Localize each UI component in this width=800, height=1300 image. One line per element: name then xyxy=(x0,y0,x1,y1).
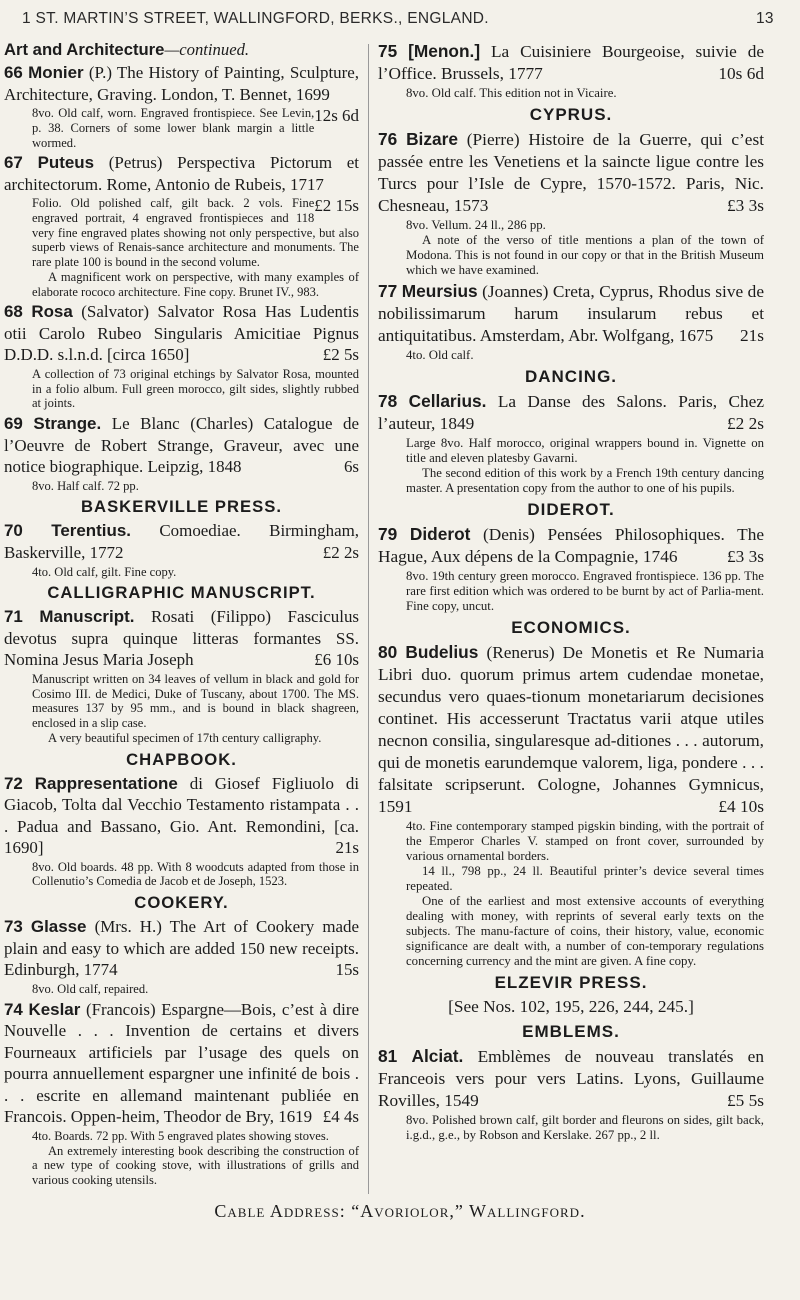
entry-title xyxy=(4,62,360,126)
continued-label: —continued. xyxy=(164,40,250,59)
lot-author: Diderot xyxy=(409,524,471,544)
catalogue-entry xyxy=(378,641,764,969)
lot-price: 6s xyxy=(343,457,359,477)
description-paragraph: One of the earliest and most extensive accounts of everything dealing with money, with reprints of several early texts on the subjects. The manu-facture of coins, their history, value, economic significance are dealt with, a number of con-temporary regulations concerning currency and the mint are given. A fine copy. xyxy=(406,894,764,968)
lot-author: Keslar xyxy=(28,999,81,1019)
lot-number: 68 xyxy=(4,302,23,322)
description-paragraph: 4to. Boards. 72 pp. With 5 engraved plates showing stoves. xyxy=(32,1128,329,1143)
catalogue-entry xyxy=(4,773,359,890)
lot-title-text: (Renerus) De Monetis et Re Numaria Libri duo. quorum primus artem cudendae monetae, secundus vero quaes-tionum monetariarum decisiones continet. His accesserunt Tractatus varii atque utiles necnon consilia, singularesque ad-ditiones . . . autorum, qui de monetis earundemque valorem, liga, pondere . . . falsitate scripserunt. Cologne, Johannes Gymnicus, 1591 xyxy=(378,643,764,816)
entry-description xyxy=(4,106,359,150)
description-paragraph: The second edition of this work by a French 19th century dancing master. A presentation copy from the author to one of his pupils. xyxy=(406,466,764,495)
catalogue-entry xyxy=(378,128,764,278)
lot-number: 77 xyxy=(378,281,398,301)
description-paragraph: 8vo. Polished brown calf, gilt border and fleurons on sides, gilt back, i.g.d., g.e., by Robson and Kerslake. 267 pp., 2 ll. xyxy=(406,1113,764,1142)
lot-author: Terentius. xyxy=(51,521,131,541)
section-heading-cookery: COOKERY. xyxy=(134,893,229,913)
right-column xyxy=(378,40,764,1145)
lot-price: £4 10s xyxy=(718,797,764,816)
lot-title-text: (Denis) Pensées Philosophiques. The Hague, Aux dépens de la Compagnie, 1746 xyxy=(378,525,765,566)
lot-author: Meursius xyxy=(401,281,478,301)
section-heading-baskerville: BASKERVILLE PRESS. xyxy=(81,497,282,517)
description-paragraph: 4to. Fine contemporary stamped pigskin binding, with the portrait of the Emperor Charles V. stamped on front cover, surrounded by various ornamental borders. xyxy=(406,819,764,863)
lot-title-text: di Giosef Figliuolo di Giacob, Tolta dal Vecchio Testamento ristampata . . . Padua and Bassano, Gio. Ant. Remondini, [ca. 1690] xyxy=(4,773,360,858)
section-heading-cyprus: CYPRUS. xyxy=(529,105,613,124)
lot-number: 76 xyxy=(378,129,398,149)
description-paragraph: An extremely interesting book describing the construction of a new type of cooking stove, with illustrations of grills and various cooking utensils. xyxy=(32,1143,359,1188)
section-heading-dancing: DANCING. xyxy=(524,367,618,386)
catalogue-entry xyxy=(4,152,359,299)
entry-title xyxy=(4,606,359,671)
cable-address-footer: Cable Address: “Avoriolor,” Wallingford. xyxy=(214,1201,586,1221)
lot-number: 74 xyxy=(4,999,23,1019)
lot-number: 75 xyxy=(378,41,398,61)
section-title: Art and Architecture xyxy=(4,40,165,59)
lot-author: Cellarius. xyxy=(408,391,487,411)
entry-description xyxy=(4,479,359,494)
description-paragraph: 8vo. Old calf, repaired. xyxy=(32,981,149,996)
lot-author: Puteus xyxy=(37,153,95,173)
entry-description xyxy=(378,218,764,278)
lot-title-text: Rosati (Filippo) Fasciculus devotus supra quinque litteras formantes SS. Nomina Jesus Maria Joseph xyxy=(4,607,360,670)
entry-title xyxy=(4,999,359,1128)
lot-price: £2 2s xyxy=(322,543,359,563)
entry-description xyxy=(4,196,359,299)
catalogue-entry xyxy=(4,62,359,150)
description-paragraph: 14 ll., 798 pp., 24 ll. Beautiful printer’s device several times repeated. xyxy=(406,864,764,893)
entry-description xyxy=(4,672,359,746)
description-paragraph: 8vo. Old boards. 48 pp. With 8 woodcuts adapted from those in Collenutio’s Comedia de Jacob et de Joseph, 1523. xyxy=(32,859,359,889)
description-paragraph: 4to. Old calf, gilt. Fine copy. xyxy=(32,564,177,579)
lot-number: 69 xyxy=(4,414,23,434)
description-paragraph: Large 8vo. Half morocco, original wrappers bound in. Vignette on title and eleven platesby Gavarni. xyxy=(406,436,764,465)
lot-title-text: La Danse des Salons. Paris, Chez l’auteur, 1849 xyxy=(378,392,764,433)
catalogue-entry xyxy=(4,999,359,1188)
lot-title-text: (Pierre) Histoire de la Guerre, qui c’est passée entre les Venetiens et la saincte ligue contre les Turcs pour l’Isle de Cypre, 1570-1572. Paris, Nic. Chesneau, 1573 xyxy=(378,130,765,215)
elzevir-cross-reference: [See Nos. 102, 195, 226, 244, 245.] xyxy=(448,997,694,1016)
lot-price: £5 5s xyxy=(727,1091,764,1110)
lot-author: Rappresentatione xyxy=(34,773,178,793)
continued-heading xyxy=(4,40,359,60)
lot-title-text: (Mrs. H.) The Art of Cookery made plain and easy to which are added 150 new receipts. Edinburgh, 1774 xyxy=(4,917,360,980)
description-paragraph: 8vo. Old calf. This edition not in Vicaire. xyxy=(406,86,617,100)
lot-price: 21s xyxy=(335,838,359,858)
entry-title xyxy=(4,520,359,563)
lot-author: Glasse xyxy=(30,917,87,937)
description-paragraph: Folio. Old polished calf, gilt back. 2 vols. Fine engraved portrait, 4 engraved frontispieces and 118 very fine engraved plates showing not only perspective, but also superb views of Renais-sance architecture and monuments. The rare plate 100 is bound in the second volume. xyxy=(32,196,359,270)
running-head-text: 1 ST. MARTIN’S STREET, WALLINGFORD, BERKS., ENGLAND. xyxy=(22,10,489,27)
section-heading-chapbook: CHAPBOOK. xyxy=(126,749,237,769)
entry-title xyxy=(378,128,764,217)
description-paragraph: A note of the verso of title mentions a plan of the town of Modona. This is not found in our copy or that in the British Museum which we have examined. xyxy=(406,233,764,277)
lot-number: 73 xyxy=(4,917,23,937)
catalogue-entry xyxy=(378,40,764,101)
lot-price: 12s 6d xyxy=(314,106,359,126)
catalogue-entry xyxy=(4,916,359,996)
entry-description xyxy=(4,982,359,997)
lot-title-text: Comoediae. Birmingham, Baskerville, 1772 xyxy=(4,521,360,563)
description-paragraph: Manuscript written on 34 leaves of vellum in black and gold for Cosimo III. de Medici, Duke of Tuscany, about 1700. The MS. measures 137 by 95 mm., and is bound in black shagreen, enclosed in a slip case. xyxy=(32,671,359,731)
lot-author: Manuscript. xyxy=(39,607,135,627)
lot-number: 79 xyxy=(378,524,398,544)
section-heading-calligraphic: CALLIGRAPHIC MANUSCRIPT. xyxy=(47,583,316,603)
entry-title xyxy=(378,1045,764,1112)
entry-description xyxy=(378,436,764,496)
entry-description xyxy=(4,860,359,889)
lot-price: £2 15s xyxy=(314,196,359,216)
lot-title-text: Le Blanc (Charles) Catalogue de l’Oeuvre de Robert Strange, Graveur, avec une notice biographique. Leipzig, 1848 xyxy=(4,414,360,477)
description-paragraph: A collection of 73 original etchings by Salvator Rosa, mounted in a folio album. Full green morocco, gilt sides, slightly rubbed at joints. xyxy=(32,366,359,411)
entry-description xyxy=(4,1129,359,1188)
lot-author: [Menon.] xyxy=(408,41,481,61)
description-paragraph: 8vo. Half calf. 72 pp. xyxy=(32,478,139,493)
description-paragraph: 8vo. 19th century green morocco. Engraved frontispiece. 136 pp. The rare first edition which was ordered to be burnt by act of Parlia-ment. Fine copy, uncut. xyxy=(406,569,764,613)
column-divider xyxy=(368,44,369,1194)
entry-title xyxy=(378,40,764,85)
lot-author: Bizare xyxy=(406,129,458,149)
lot-author: Monier xyxy=(28,63,84,82)
lot-author: Alciat. xyxy=(411,1046,464,1066)
lot-title-text: (P.) The History of Painting, Sculpture, Architecture, Graving. London, T. Bennet, 1699 xyxy=(4,63,360,104)
entry-title xyxy=(378,390,764,435)
lot-price: £3 3s xyxy=(727,547,764,566)
lot-price: £2 5s xyxy=(322,345,359,365)
entry-title xyxy=(378,523,764,568)
entry-title xyxy=(378,280,764,347)
lot-number: 72 xyxy=(4,773,23,793)
lot-price: 21s xyxy=(739,326,764,345)
lot-title-text: (Petrus) Perspectiva Pictorum et architectorum. Rome, Antonio de Rubeis, 1717 xyxy=(4,153,360,194)
entry-description xyxy=(4,565,359,580)
lot-title-text: (Joannes) Creta, Cyprus, Rhodus sive de nobilissimarum harum insularum rebus et antiquitatibus. Amsterdam, Abr. Wolfgang, 1675 xyxy=(378,282,764,345)
running-header xyxy=(0,6,800,34)
description-paragraph: 4to. Old calf. xyxy=(406,348,474,362)
lot-price: 15s xyxy=(335,960,359,980)
lot-number: 70 xyxy=(4,521,23,541)
lot-number: 71 xyxy=(4,607,23,627)
lot-number: 78 xyxy=(378,391,398,411)
lot-price: £6 10s xyxy=(314,650,359,670)
lot-number: 80 xyxy=(378,642,398,662)
description-paragraph: A very beautiful specimen of 17th century calligraphy. xyxy=(48,730,322,745)
entry-description xyxy=(378,1113,764,1143)
entry-description xyxy=(378,569,764,614)
entry-title xyxy=(4,413,359,478)
entry-description xyxy=(378,86,764,101)
section-heading-economics: ECONOMICS. xyxy=(511,618,631,637)
catalogue-entry xyxy=(378,523,764,614)
entry-title xyxy=(4,152,360,216)
description-paragraph: 8vo. Old calf, worn. Engraved frontispiece. See Levin, p. 38. Corners of some lower blank margin a little wormed. xyxy=(32,106,315,150)
catalogue-entry xyxy=(378,1045,764,1143)
description-paragraph: A magnificent work on perspective, with many examples of elaborate rococo architecture. Fine copy. Brunet IV., 983. xyxy=(32,269,359,299)
lot-price: 10s 6d xyxy=(718,64,764,83)
catalogue-entry xyxy=(4,413,359,493)
lot-price: £4 4s xyxy=(322,1107,359,1127)
catalogue-entry xyxy=(4,606,359,745)
entry-description xyxy=(4,367,359,411)
lot-number: 66 xyxy=(4,63,23,82)
catalogue-entry xyxy=(378,390,764,496)
entry-title xyxy=(378,641,764,818)
entry-title xyxy=(4,773,359,859)
lot-author: Budelius xyxy=(405,642,479,662)
section-heading-diderot: DIDEROT. xyxy=(527,500,615,519)
section-heading-emblems: EMBLEMS. xyxy=(522,1022,620,1041)
lot-number: 81 xyxy=(378,1046,398,1066)
lot-title-text: (Francois) Espargne—Bois, c’est à dire Nouvelle . . . Invention de certains et divers Fourneaux artificiels par l’usage des quels on pourra annuellement espargner une infinité de bois . . . escrite en allemand maintenant publiée en Francois. Oppen-heim, Theodor de Bry, 1619 xyxy=(4,999,360,1127)
section-heading-elzevir: ELZEVIR PRESS. xyxy=(494,973,648,992)
entry-title xyxy=(4,916,359,981)
lot-author: Rosa xyxy=(31,302,73,322)
lot-author: Strange. xyxy=(33,414,102,434)
lot-price: £2 2s xyxy=(727,414,764,433)
lot-title-text: Emblèmes de nouveau translatés en Franceois vers pour vers Latins. Lyons, Guillaume Rovilles, 1549 xyxy=(378,1047,764,1110)
lot-number: 67 xyxy=(4,153,23,173)
description-paragraph: 8vo. Vellum. 24 ll., 286 pp. xyxy=(406,218,546,232)
entry-title xyxy=(4,301,359,366)
lot-title-text: La Cuisiniere Bourgeoise, suivie de l’Office. Brussels, 1777 xyxy=(378,42,764,83)
catalogue-entry xyxy=(4,301,359,411)
entry-description xyxy=(378,819,764,969)
page-number: 13 xyxy=(756,10,774,27)
catalogue-entry xyxy=(378,280,764,363)
entry-description xyxy=(378,348,764,363)
lot-price: £3 3s xyxy=(727,196,764,215)
left-column xyxy=(4,40,359,1190)
lot-title-text: (Salvator) Salvator Rosa Has Ludentis otii Carolo Rubeo Singularis Amicitiae Pignus D.D.D. s.l.n.d. [circa 1650] xyxy=(4,302,359,365)
catalogue-entry xyxy=(4,520,359,579)
